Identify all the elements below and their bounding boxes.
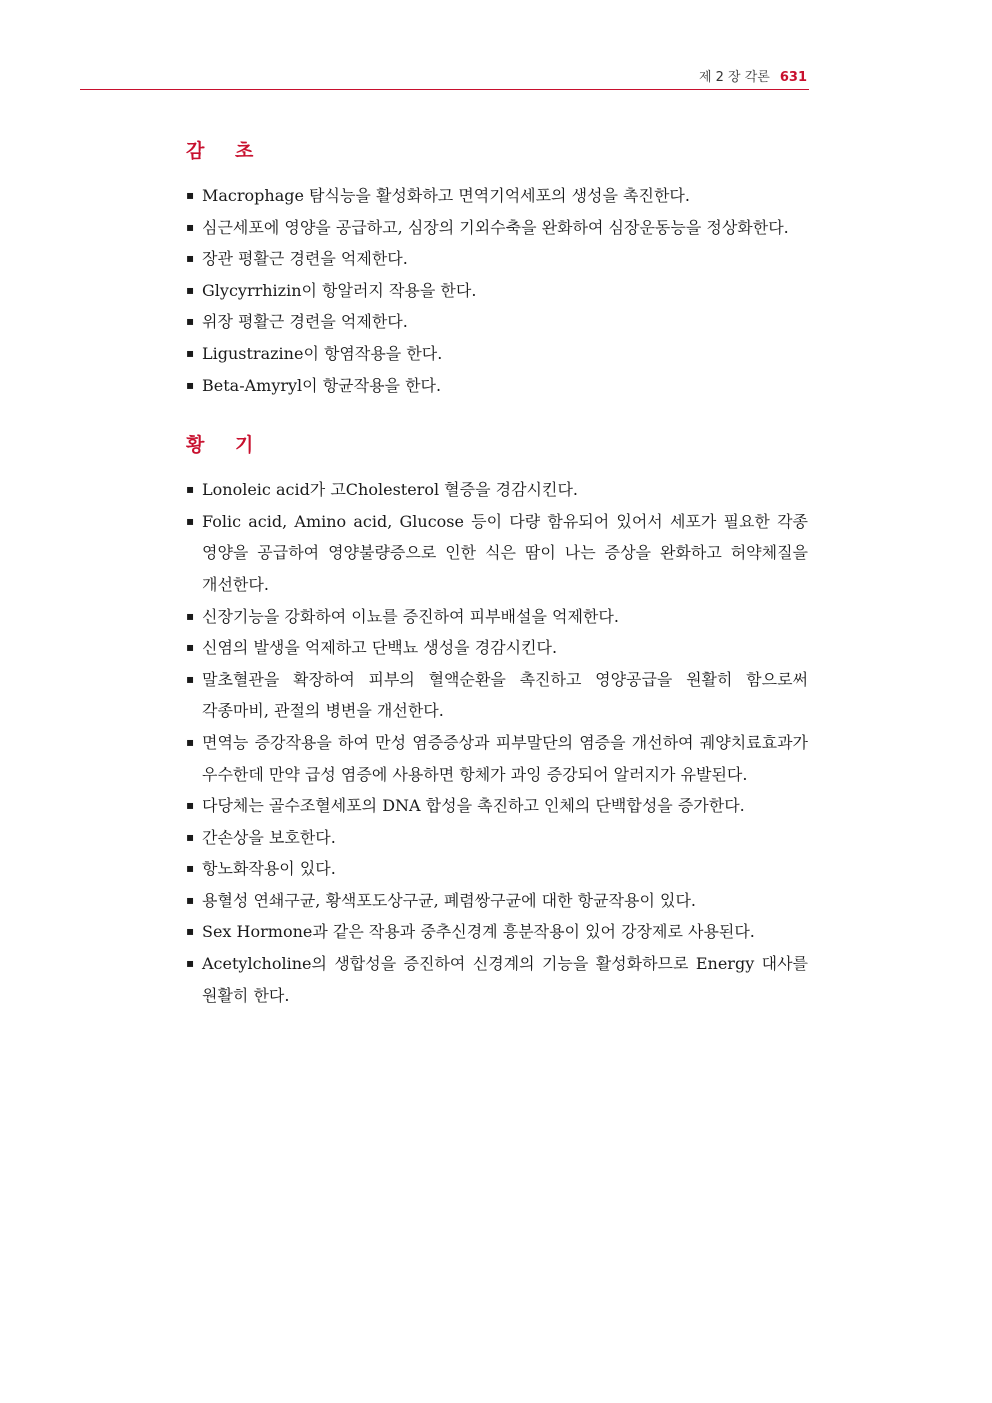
list-item: ▪ Sex Hormone과 같은 작용과 중추신경계 흥분작용이 있어 강장제로 사용된다. bbox=[186, 916, 808, 948]
section-gamcho bbox=[186, 136, 808, 401]
list-item: ▪ 다당체는 골수조혈세포의 DNA 합성을 촉진하고 인체의 단백합성을 증가한다. bbox=[186, 790, 808, 822]
section-hwanggi bbox=[186, 430, 808, 1011]
list-item: ▪ Acetylcholine의 생합성을 증진하여 신경계의 기능을 활성화하므로 Energy 대사를 원활히 한다. bbox=[186, 948, 808, 1011]
list-item: ▪ Beta-Amyryl이 항균작용을 한다. bbox=[186, 370, 808, 402]
page-number: 631 bbox=[779, 70, 807, 85]
list-item: ▪ Macrophage 탐식능을 활성화하고 면역기억세포의 생성을 촉진한다. bbox=[186, 180, 808, 212]
running-header bbox=[699, 66, 807, 85]
list-item: ▪ Glycyrrhizin이 항알러지 작용을 한다. bbox=[186, 275, 808, 307]
list-item: ▪ 신장기능을 강화하여 이뇨를 증진하여 피부배설을 억제한다. bbox=[186, 601, 808, 633]
bullet-list bbox=[186, 474, 808, 1011]
chapter-label: 제 2 장 각론 bbox=[698, 70, 770, 85]
list-item: ▪ Folic acid, Amino acid, Glucose 등이 다량 함유되어 있어서 세포가 필요한 각종 영양을 공급하여 영양불량증으로 인한 식은 땀이 나는 증상을 완화하고 허약체질을 개선한다. bbox=[186, 506, 808, 601]
list-item: ▪ 장관 평활근 경련을 억제한다. bbox=[186, 243, 808, 275]
list-item: ▪ 심근세포에 영양을 공급하고, 심장의 기외수축을 완화하여 심장운동능을 정상화한다. bbox=[186, 212, 808, 244]
bullet-list bbox=[186, 180, 808, 401]
list-item: ▪ 항노화작용이 있다. bbox=[186, 853, 808, 885]
section-title: 감 초 bbox=[186, 140, 266, 162]
page-content bbox=[186, 136, 808, 1040]
section-title: 황 기 bbox=[186, 434, 266, 457]
header-rule bbox=[80, 89, 809, 90]
list-item: ▪ Lonoleic acid가 고Cholesterol 혈증을 경감시킨다. bbox=[186, 474, 808, 506]
list-item: ▪ 간손상을 보호한다. bbox=[186, 822, 808, 854]
list-item: ▪ 신염의 발생을 억제하고 단백뇨 생성을 경감시킨다. bbox=[186, 632, 808, 664]
list-item: ▪ 위장 평활근 경련을 억제한다. bbox=[186, 306, 808, 338]
list-item: ▪ 면역능 증강작용을 하여 만성 염증증상과 피부말단의 염증을 개선하여 궤양치료효과가 우수한데 만약 급성 염증에 사용하면 항체가 과잉 증강되어 알러지가 유발된다. bbox=[186, 727, 808, 790]
list-item: ▪ Ligustrazine이 항염작용을 한다. bbox=[186, 338, 808, 370]
list-item: ▪ 용혈성 연쇄구균, 황색포도상구균, 폐렴쌍구균에 대한 항균작용이 있다. bbox=[186, 885, 808, 917]
list-item: ▪ 말초혈관을 확장하여 피부의 혈액순환을 촉진하고 영양공급을 원활히 함으로써 각종마비, 관절의 병변을 개선한다. bbox=[186, 664, 808, 727]
